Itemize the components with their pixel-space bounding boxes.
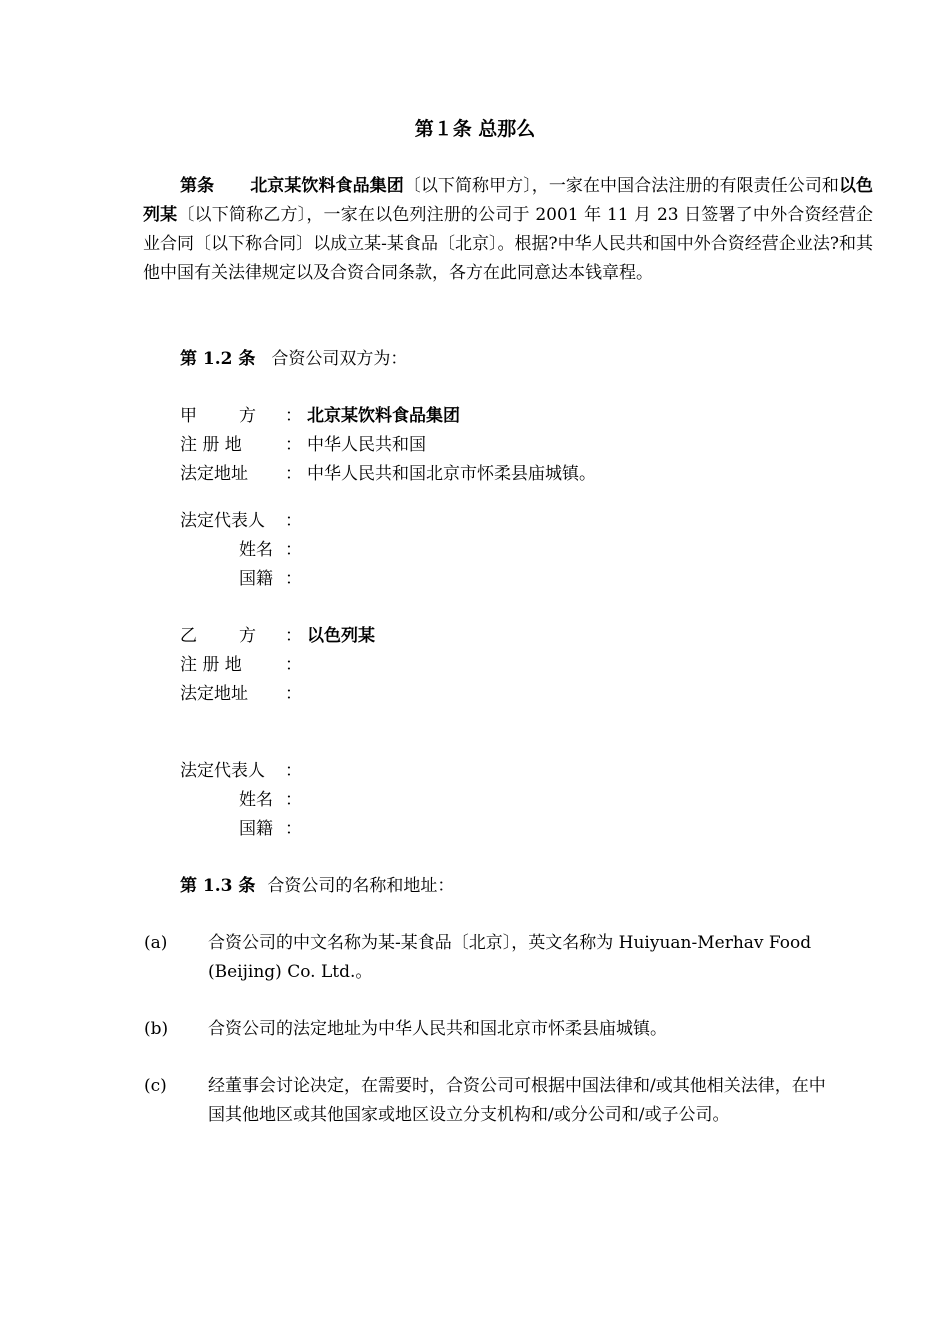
party-b-label: 乙 方 <box>180 626 256 646</box>
party-a-rep-label: 法定代表人 <box>180 511 265 531</box>
party-a-name-label: 姓名 <box>239 540 273 560</box>
article-1-1-label: 第条 <box>180 176 215 196</box>
party-a-colon: ： <box>285 406 302 426</box>
article-1-1-paragraph <box>143 172 873 288</box>
item-b-text: 合资公司的法定地址为中华人民共和国北京市怀柔县庙城镇。 <box>208 1019 667 1039</box>
article-1-2-label: 第 1.2 条 <box>180 349 256 369</box>
party-a-reg-colon: ： <box>285 435 302 455</box>
party-a-addr-colon: ： <box>285 464 302 484</box>
party-a-nation-colon: ： <box>285 569 302 589</box>
party-b-rep-label: 法定代表人 <box>180 761 265 781</box>
item-b-marker: (b) <box>144 1019 169 1039</box>
party-a-rep-colon: ： <box>285 511 302 531</box>
party-b-name: 以色列某 <box>143 176 874 225</box>
party-a-reg-value: 中华人民共和国 <box>307 435 426 455</box>
party-b-reg-label: 注 册 地 <box>180 655 242 675</box>
party-a-label: 甲 方 <box>180 406 256 426</box>
party-b-addr-label: 法定地址 <box>180 684 248 704</box>
party-b-addr-colon: ： <box>285 684 302 704</box>
party-b-name-colon: ： <box>285 790 302 810</box>
item-c-marker: (c) <box>144 1076 167 1096</box>
party-b-reg-colon: ： <box>285 655 302 675</box>
party-a-name: 北京某饮料食品集团 <box>250 176 404 196</box>
party-a-reg-label: 注 册 地 <box>180 435 242 455</box>
party-b-nation-colon: ： <box>285 819 302 839</box>
article-1-2-heading <box>180 345 407 374</box>
party-a-nation-label: 国籍 <box>239 569 273 589</box>
party-a-value: 北京某饮料食品集团 <box>307 406 460 426</box>
article-1-3-text: 合资公司的名称和地址： <box>267 876 455 896</box>
party-b-nation-label: 国籍 <box>239 819 273 839</box>
party-b-value: 以色列某 <box>307 626 375 646</box>
page-title: 第１条 总那么 <box>414 118 536 140</box>
article-1-3-heading <box>180 872 454 901</box>
article-1-1-text-1: 〔以下简称甲方〕，一家在中国合法注册的有限责任公司和 <box>403 176 839 196</box>
party-a-addr-label: 法定地址 <box>180 464 248 484</box>
article-1-3-label: 第 1.3 条 <box>180 876 256 896</box>
item-a-text: 合资公司的中文名称为某-某食品〔北京〕，英文名称为 Huiyuan-Merhav Food (Beijing) Co. Ltd.。 <box>208 933 812 982</box>
item-c-text: 经董事会讨论决定，在需要时，合资公司可根据中国法律和/或其他相关法律，在中国其他地区或其他国家或地区设立分支机构和/或分公司和/或子公司。 <box>208 1076 826 1125</box>
item-a-marker: (a) <box>144 933 168 953</box>
party-b-name-label: 姓名 <box>239 790 273 810</box>
party-b-colon: ： <box>285 626 302 646</box>
article-1-1-text-2: 〔以下简称乙方〕，一家在以色列注册的公司于 2001 年 11 月 23 日签署了中外合资经营企业合同〔以下称合同〕以成立某-某食品〔北京〕。根据?中华人民共和国中外合资经营企业法?和其他中国有关法律规定以及合资合同条款，各方在此同意达本钱章程。 <box>143 205 874 283</box>
party-a-addr-value: 中华人民共和国北京市怀柔县庙城镇。 <box>307 464 596 484</box>
party-a-name-colon: ： <box>285 540 302 560</box>
party-b-rep-colon: ： <box>285 761 302 781</box>
article-1-2-text: 合资公司双方为： <box>271 349 408 369</box>
